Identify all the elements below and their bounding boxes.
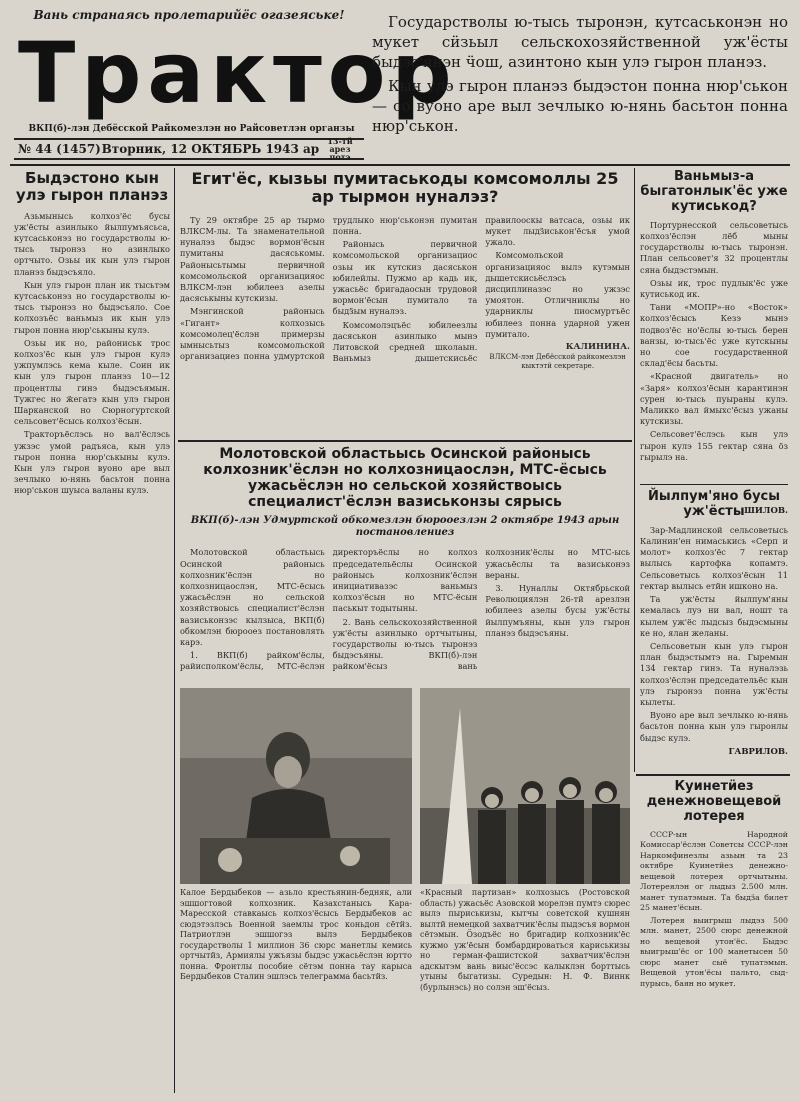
paragraph: СССР-ын Народной Комиссар'ёслэн Советсы СССР-лэн Наркомфинезлы азьын та 23 октябре Куинетӥез денежно-вещевой лотерея ортчытыны. Лотереялэн ог лыдыз 2.500 млн. манет тупатэмын. Та быдӟа билет 25 манет'ёсын. bbox=[640, 829, 788, 913]
signature: КАЛИНИНА. bbox=[565, 342, 630, 353]
paragraph: 1. ВКП(б) райком'ёслы, райисполком'ёслы, МТС-ёслэн директоръёслы но колхоз председательёслы Осинской районысь колхозник'ёслэн инициативазэс ваньмыз колхоз'ёсын но МТС-ёсын паськыт тодытыны. bbox=[180, 547, 478, 672]
paragraph: Комсомольской организацияос вылэ кутэмын дышетскисьёслэсь дисциплиназэс но ужзэс умоятон. Отличниклы но ударниклы пиосмуртъёс юбилеез понна ударной ужен пумитало. bbox=[485, 250, 630, 339]
right-bottom-title: Йылпум'яно бусы уж'ёсты bbox=[647, 489, 781, 519]
paragraph: Ту 29 октябре 25 ар тырмо ВЛКСМ-лы. Та знаменательной нуналэз быдэс вормон'ёсын пумитаны дасяськомы. Районысьтымы первичной комсомольской организацияос ВЛКСМ-лэн юбилеез азелы дасяськыны кутскизы. bbox=[180, 214, 325, 304]
paragraph: Кын улэ гырон план ик тысьтэм кутсаськонэз но государстволы ю-тысь тыронэз но быдэсъяло. Сое колхозъёс ваньмыз ик кын улэ гырон понна нюр'ськыны кулэ. bbox=[14, 279, 170, 335]
paragraph: Сельсоветын кын улэ гырон план быдэстымтэ на. Гыремын 134 гектар гинэ. Та нуналэзь колхоз'ёслэн председательёс кын улэ гыронэз понна уж'ёсты кылеты. bbox=[640, 640, 788, 707]
paragraph: Комсомолэцъёс юбилеезлы дасяськон азинлыко мынэ Литовской средней школаын. Ваньмыз дышетскисьёс правилооскы ватсаса, озьы ик мукет лыдӟиськон'ёсъя умой ужало. bbox=[332, 214, 630, 364]
slogan-box bbox=[372, 12, 788, 140]
right-top-body bbox=[640, 220, 788, 506]
decree-subtitle: ВКП(б)-лэн Удмуртской обкомезлэн бюрооезлэн 2 октябре 1943 арын постановлениез bbox=[190, 515, 620, 539]
paragraph: Лотерея выигрыш лыдэз 500 млн. манет, 2500 сюрс денежной но вещевой утон'ёс. Быдэс выигрыш'ёс ог 100 манетысен 50 сюрс манет сыё тупатэмын. Вещевой утон'ёсы пальто, сыд-пурысь, баян но мукет. bbox=[640, 915, 788, 988]
right-top-title: Ваньмыз-а быгатонлык'ёс уже кутиськод? bbox=[640, 169, 788, 214]
photo-left bbox=[180, 688, 412, 884]
slogan-paragraph: Государстволы ю-тысь тыронэн, кутсаськонэн но мукет сӥзьыл сельскохозяйственной уж'ёсты быдэс'янэн ӵош, азинтоно кын улэ гырон планэз. bbox=[372, 13, 788, 71]
slogan-paragraph: Кын улэ гырон планэз быдэстон понна нюр'ськон — со вуоно аре выл зечлыко ю-нянь басьтон понна нюр'ськон. bbox=[372, 77, 788, 135]
decree-body bbox=[180, 547, 630, 682]
column-rule-left bbox=[174, 168, 175, 1093]
issue-line bbox=[14, 138, 364, 160]
signature-note: ВЛКСМ-лэн Дебёсской райкомезлэн кыктэтӥ секретаре. bbox=[489, 353, 626, 371]
header-rule bbox=[10, 164, 790, 166]
center-top-article bbox=[180, 170, 630, 473]
signature: ШИЛОВ. bbox=[744, 505, 788, 516]
paragraph: Азьмынысь колхоз'ёс бусы уж'ёсты азинлыко йылпумъясьса, кутсаськонэз но государстволы ю-тысь тыронэз но азинлыко ортчыто. Озьы ик кын улэ гырон планэз быдэсъяло. bbox=[14, 210, 170, 277]
signature: ГАВРИЛОВ. bbox=[728, 746, 788, 757]
center-top-title: Егит'ёс, кызьы пумитаськоды комсомоллы 25 ар тырмон нуналэз? bbox=[191, 169, 619, 207]
decree-title: Молотовской областьысь Осинской районысь колхозник'ёслэн но колхозницаослэн, МТС-ёсысь ужасьёслэн но сельской хозяйствоысь специалист'ёслэн вазиськонзы сярысь bbox=[203, 446, 607, 511]
paragraph: Молотовской областьысь Осинской районысь колхозник'ёслэн но колхозницаослэн, МТС-ёсысь ужасьёслэн но сельской хозяйствоысь специалист'ёслэн вазиськонзэс кылзыса, ВКП(б) обкомлэн бюрооез постановлять карэ. bbox=[180, 547, 325, 647]
lottery-article bbox=[640, 780, 788, 1100]
paragraph: Районысь первичной комсомольской организациос озьы ик кутскиз дасяськон юбилейлы. Пужмо ар кадь ик, ужасьёс бригадаосын трудовой вормон'ёсын пумитало та быдӟым нуналэз. bbox=[332, 239, 478, 317]
decree-rule bbox=[178, 440, 632, 442]
photo-right-image bbox=[420, 688, 630, 884]
masthead-subtitle: ВКП(б)-лэн Дебёсской Райкомезлэн но Райсоветлэн органзы bbox=[28, 124, 355, 134]
right-bottom-body bbox=[640, 525, 788, 747]
right-divider bbox=[640, 484, 788, 485]
paragraph: Сельсовет'ёслэсь кын улэ гырон кулэ 155 гектар сяна ӧз гырылэ на. bbox=[640, 429, 788, 462]
paragraph: «Красной двигатель» но «Заря» колхоз'ёсын карантинэн сурен ю-тысь пуыраны кулэ. Маликко вал ймыхс'ёсыз ужаны кутскизы. bbox=[640, 371, 788, 427]
paragraph: Тани «МОПР»-но «Восток» колхоз'ёсысь Кезэ мынэ подвоз'ёс но'ёслы ю-тысь берен ванзы, ю-тысь'ёс уже кутскыны но сое государственной склад'ёсы басьты. bbox=[640, 302, 788, 369]
photo-left-image bbox=[180, 688, 412, 884]
left-article-title: Быдэстоно кын улэ гырон планэз bbox=[15, 169, 169, 205]
paragraph: Мэнгинской районысь «Гигант» колхозысь комсомолец'ёслэн примерзы ымнысьтыз комсомольской организациез понна удмуртской трудлыко нюр'ськонэн пумитан понна. bbox=[180, 214, 478, 362]
paragraph: Портурнесской сельсоветысь колхоз'ёслэн лёб мыны государстволы ю-тысь тыронэн. План сельсовет'я 32 процентлы сяна быдэстэмын. bbox=[640, 219, 788, 275]
paragraph: 3. Нуналлы Октябрьской Революциялэн 26-тӥ арезлэн юбилеез азелы бусы уж'ёсты йылпумъяны, кын улэ гырон планэз быдэсъяны. bbox=[485, 582, 630, 638]
paragraph: Вуоно аре выл зечлыко ю-нянь басьтон понна кын улэ гыронлы быдэс кулэ. bbox=[640, 710, 788, 743]
masthead-title: Трактор bbox=[18, 24, 458, 122]
right-top-article bbox=[640, 170, 788, 516]
decree bbox=[180, 446, 630, 682]
photo-left-caption: Калое Бердыбеков — азьло крестьянин-бедняк, али эшшогтовой колхозник. Казахстанысь Кара-Маресской ставкаысь колхоз'ёсысь Бердыбеков ас сюдэтэзлэсь Военной заемлы трос коньдон сётӥз. Патриотлэн эшшогэз вылэ Бердыбеков государстволы 1 миллион 36 сюрс манетлы кемись ортчытӥз, Армиялы ужъязы быдэс ужасьёслэн юртто понна. Фронтлы пособие сётэм понна тау карыса Бердыбеков Сталин эшлэсь телеграмма басьтӥз. bbox=[180, 888, 412, 981]
paragraph: Озьы ик, трос пудлык'ёс уже кутиськод ик. bbox=[640, 277, 788, 300]
center-top-body bbox=[180, 215, 630, 473]
paragraph: Тракторъёслэсь но вал'ёслэсь ужзэс умой радъяса, кын улэ гырон понна нюр'ськыны кулэ. Кын улэ гырон вуоно аре выл зечлыко ю-нянь басьтон понна нюр'ськон шуыса валаны кулэ. bbox=[14, 429, 170, 496]
left-article-body bbox=[14, 211, 170, 1081]
lottery-rule bbox=[636, 774, 790, 776]
paragraph: 2. Вань сельскохозяйственной уж'ёсты азинлыко ортчытыны, государстволы ю-тысь тыронэз быдэсъяны. ВКП(б)-лэн райком'ёсыз вань колхозник'ёслы но МТС-ысь ужасьёслы та вазиськонэз вераны. bbox=[332, 547, 630, 672]
year-note: 13-тӥ арез потэ bbox=[327, 136, 353, 162]
photo-right bbox=[420, 688, 630, 884]
photo-right-caption: «Красный партизан» колхозысь (Ростовской область) ужасьёс Азовской морелэн пумтэ сюрес вылэ пыриськизы, кытчы советской кушнян вылтӥ немецкой захватчик'ёслы пыдэсъя вормон сётэмын. Ӧзодъёс но бригадир колхозник'ёс кужмо уж'ёсын бомбардироваться кариськизы но герман-фашистской захватчик'ёслэн адскытэм вань виыс'ёссэс калыклэн борттысь утыны быгатизы. Суредын: Н. Ф. Виннк (бурлынэсь) но солэн эш'ёсыз. bbox=[420, 888, 630, 992]
right-bottom-article bbox=[640, 490, 788, 757]
left-article bbox=[14, 170, 170, 1081]
paragraph: Та уж'ёсты йылпум'яны кемалась луэ ни вал, ношт та кылем уж'ёс лыдсыз быдэсмыны ке но, ялан желаны. bbox=[640, 594, 788, 638]
paragraph: Зар-Мадлинской сельсоветысь Калинин'ен нимаськись «Серп и молот» колхоз'ёс 7 гектар вылысь картофка копамтэ. Сельсоветысь колхоз'ёсын 11 гектар вылысь етӥн ишконо на. bbox=[640, 524, 788, 591]
masthead-motto: Вань странаясь пролетарийёс огазеяське! bbox=[33, 8, 345, 22]
issue-number: № 44 (1457) bbox=[18, 142, 101, 156]
lottery-body bbox=[640, 830, 788, 1100]
issue-date: Вторник, 12 ОКТЯБРЬ 1943 ар bbox=[101, 142, 320, 156]
lottery-title: Куинетӥез денежновещевой лотерея bbox=[646, 779, 782, 824]
paragraph: Озьы ик но, райониськ трос колхоз'ёс кын улэ гырон кулэ ужпумлэсь кема кыле. Соин ик кын улэ гырон планэз 10—12 процентлы гинэ быдэсъямын. Тужгес но ӝегатэ кын улэ гырон Шарканской но Сюрногуртской сельсовет'ёсысь колхоз'ёсын. bbox=[14, 337, 170, 427]
column-rule-right bbox=[634, 168, 635, 772]
